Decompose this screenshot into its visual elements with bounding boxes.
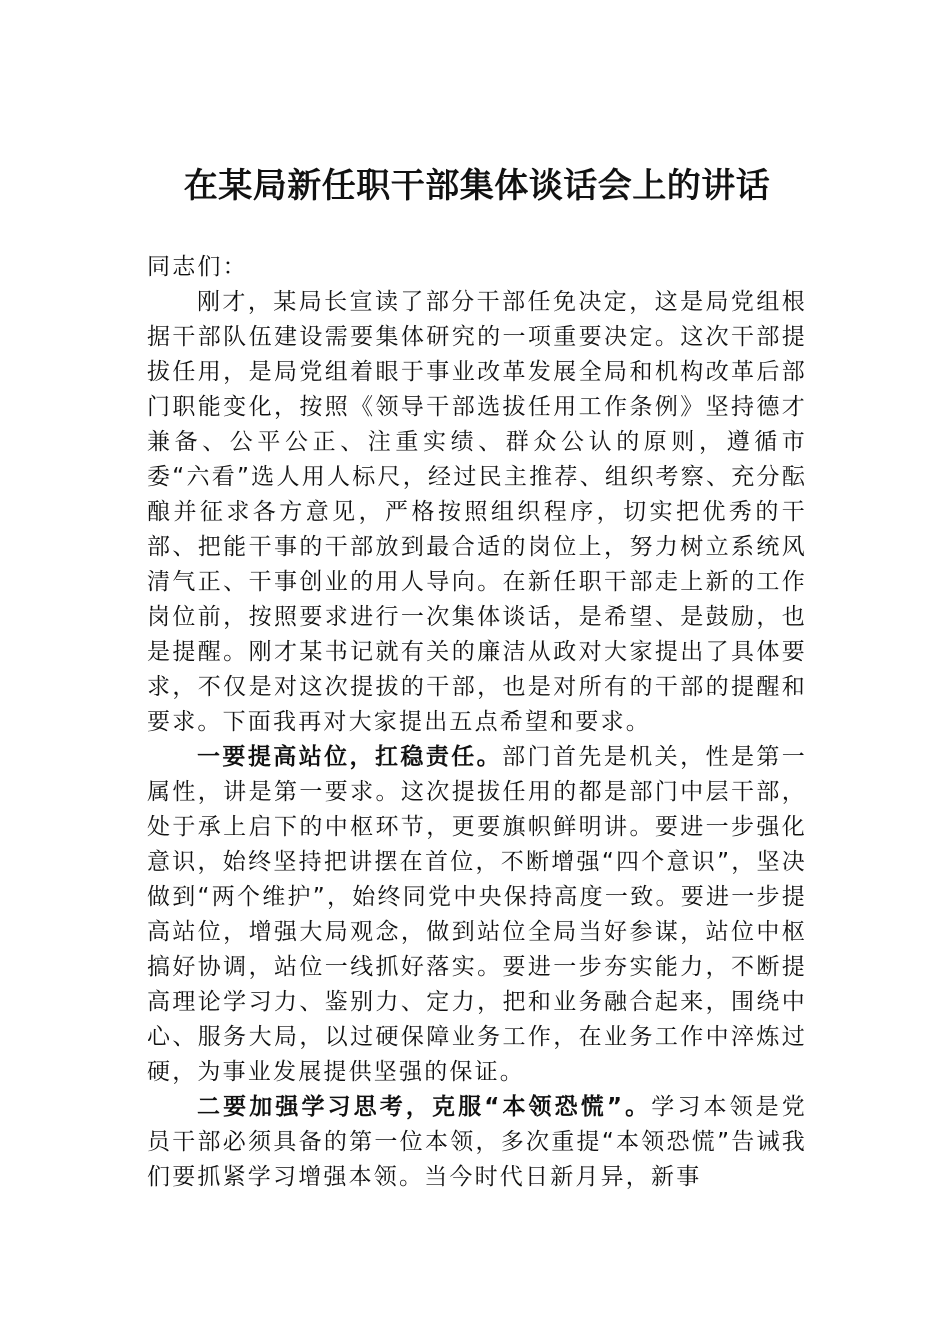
paragraph-lead-heading: 二要加强学习思考，克服“本领恐慌”。	[197, 1094, 652, 1120]
salutation: 同志们：	[147, 254, 248, 280]
document-body	[147, 250, 807, 1195]
paragraph-text: 部门首先是机关，性是第一属性，讲是第一要求。这次提拔任用的都是部门中层干部，处于承上启下的中枢环节，更要旗帜鲜明讲。要进一步强化意识，始终坚持把讲摆在首位，不断增强“四个意识”，坚决做到“两个维护”，始终同党中央保持高度一致。要进一步提高站位，增强大局观念，做到站位全局当好参谋，站位中枢搞好协调，站位一线抓好落实。要进一步夯实能力，不断提高理论学习力、鉴别力、定力，把和业务融合起来，围绕中心、服务大局，以过硬保障业务工作，在业务工作中淬炼过硬，为事业发展提供坚强的保证。	[147, 744, 807, 1085]
paragraph-point-one	[147, 740, 807, 1090]
paragraph-lead-heading: 一要提高站位，扛稳责任。	[197, 744, 503, 770]
paragraph-intro	[147, 285, 807, 740]
paragraph-point-two	[147, 1090, 807, 1195]
paragraph-text: 学习本领是党员干部必须具备的第一位本领，多次重提“本领恐慌”告诫我们要抓紧学习增强本领。当今时代日新月异，新事	[147, 1094, 807, 1190]
paragraph-text: 刚才，某局长宣读了部分干部任免决定，这是局党组根据干部队伍建设需要集体研究的一项重要决定。这次干部提拔任用，是局党组着眼于事业改革发展全局和机构改革后部门职能变化，按照《领导干部选拔任用工作条例》坚持德才兼备、公平公正、注重实绩、群众公认的原则，遵循市委“六看”选人用人标尺，经过民主推荐、组织考察、充分酝酿并征求各方意见，严格按照组织程序，切实把优秀的干部、把能干事的干部放到最合适的岗位上，努力树立系统风清气正、干事创业的用人导向。在新任职干部走上新的工作岗位前，按照要求进行一次集体谈话，是希望、是鼓励，也是提醒。刚才某书记就有关的廉洁从政对大家提出了具体要求，不仅是对这次提拔的干部，也是对所有的干部的提醒和要求。下面我再对大家提出五点希望和要求。	[147, 289, 807, 735]
document-page	[147, 0, 807, 1344]
document-title: 在某局新任职干部集体谈话会上的讲话	[183, 166, 771, 206]
